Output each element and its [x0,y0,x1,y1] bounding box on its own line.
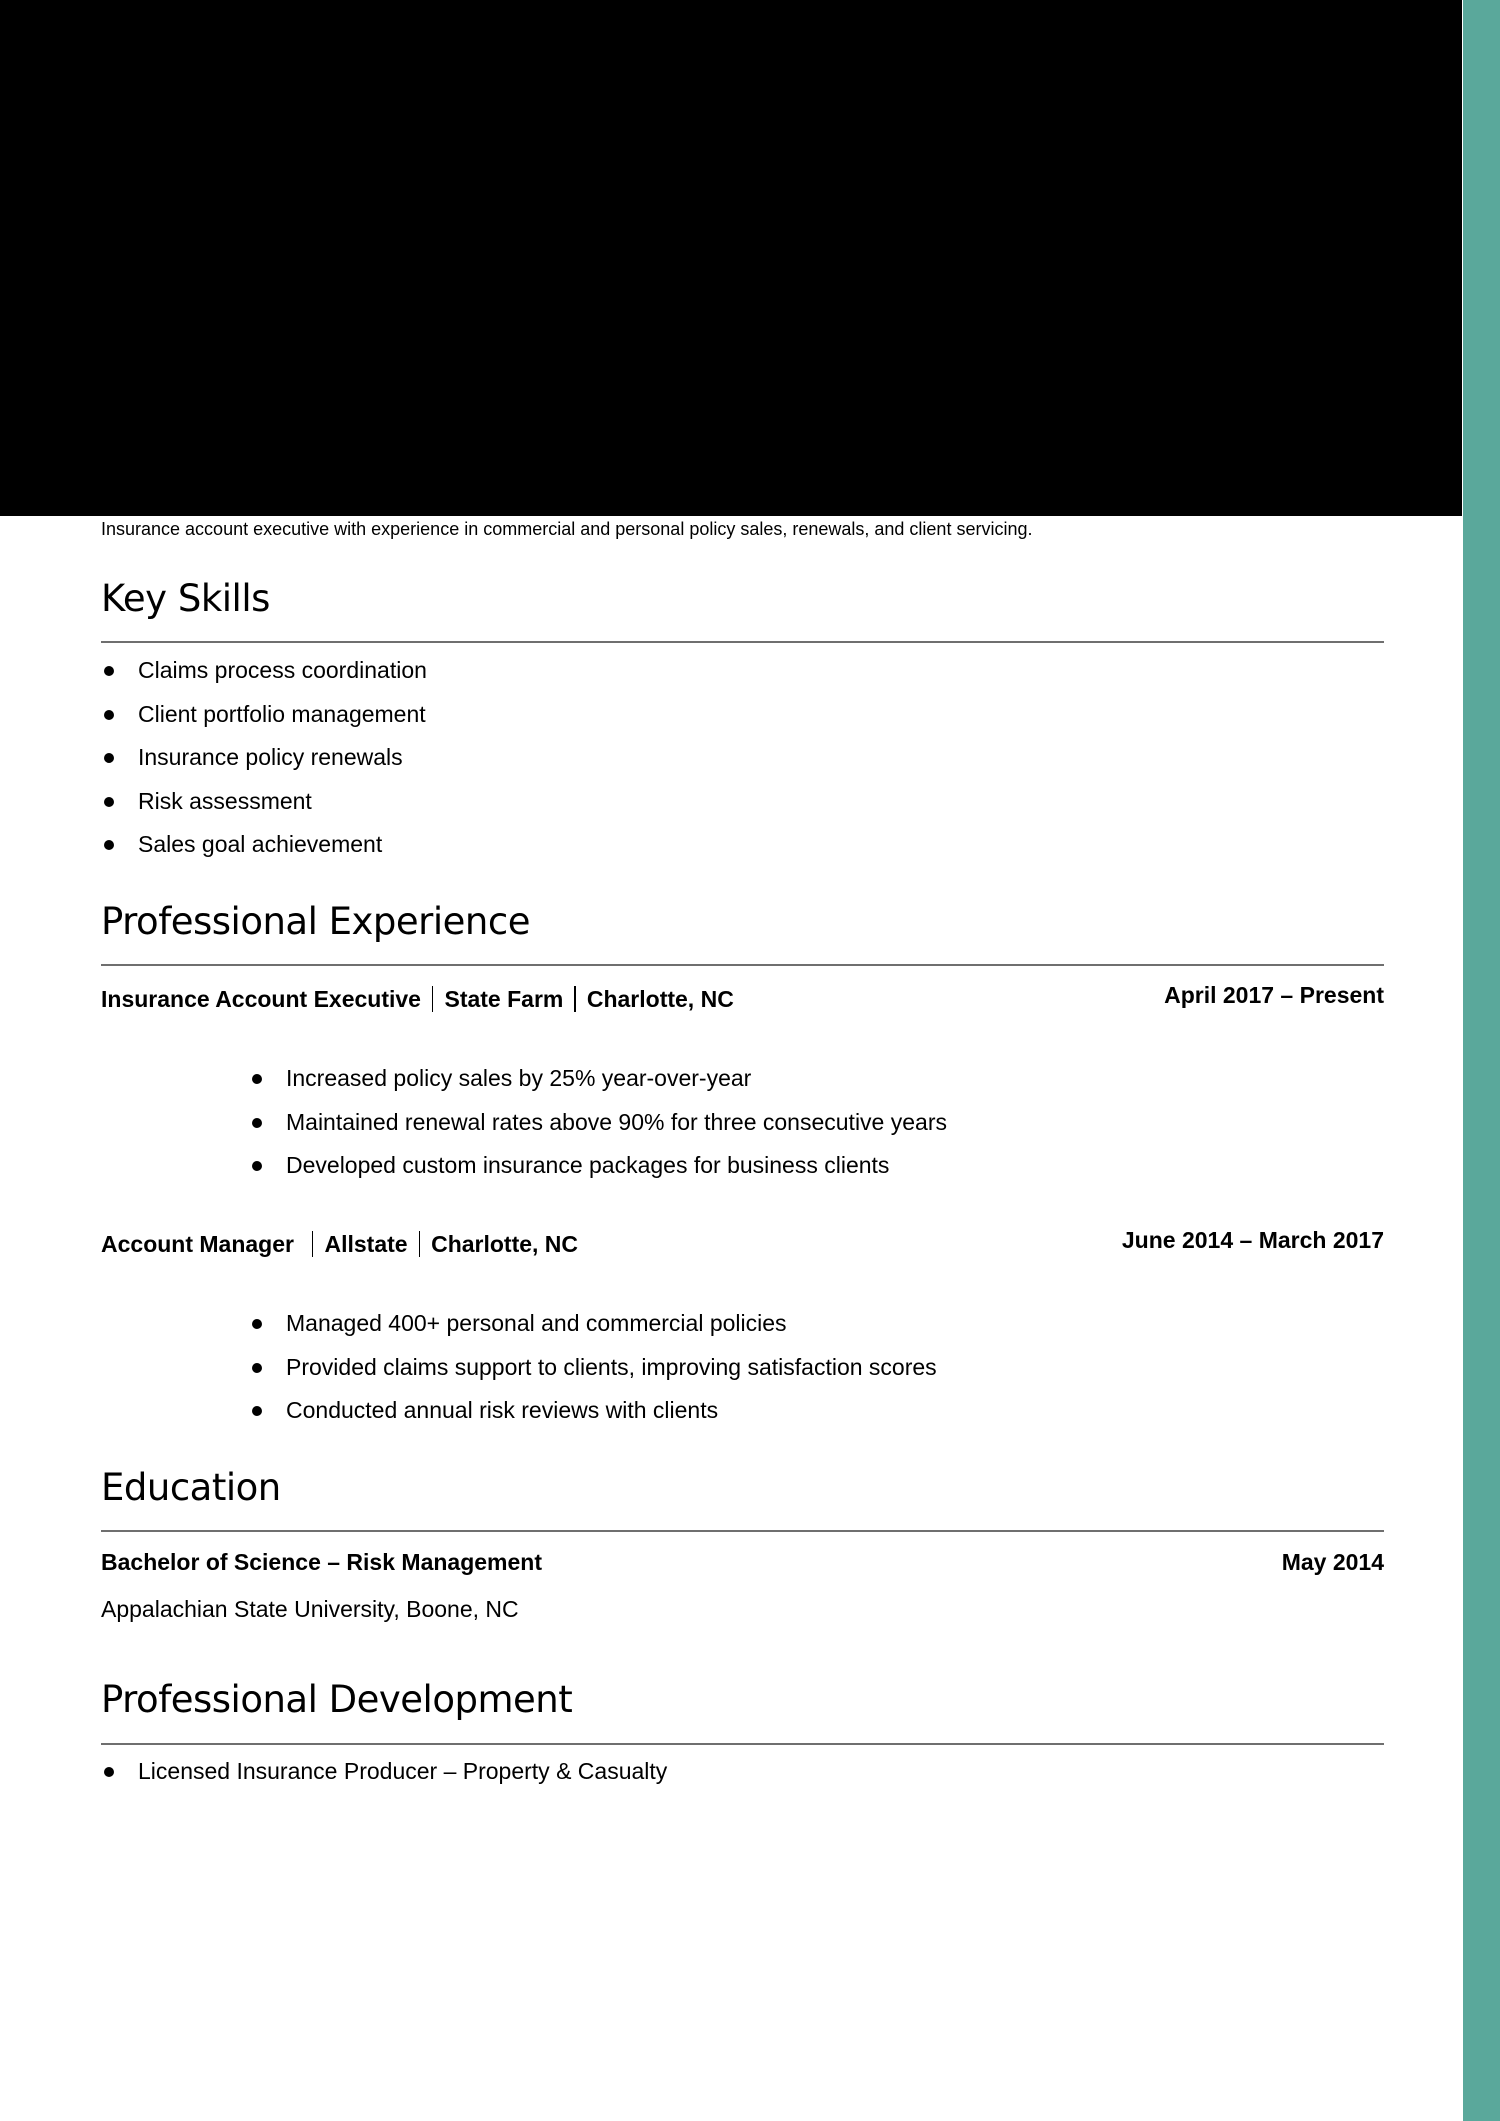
list-item: Managed 400+ personal and commercial policies [249,1312,937,1356]
bullet-icon [104,666,114,676]
section-title-education: Education [101,1466,281,1509]
professional-summary: Insurance account executive with experience in commercial and personal policy sales, renewals, and client servicing. [101,519,1033,539]
accent-sidebar-stripe [1463,0,1500,2121]
list-item: Sales goal achievement [101,833,427,877]
section-divider [101,1530,1384,1532]
bullet-icon [104,797,114,807]
separator [574,986,576,1012]
list-item: Conducted annual risk reviews with clients [249,1399,937,1443]
education-header [101,1549,1384,1576]
section-divider [101,964,1384,966]
bullet-icon [252,1161,262,1171]
job-header [101,982,1384,1013]
list-item: Developed custom insurance packages for business clients [249,1154,947,1198]
bullet-icon [252,1074,262,1084]
job-title: Account Manager [101,1231,294,1257]
section-title-experience: Professional Experience [101,900,530,943]
graduation-date: May 2014 [1281,1549,1384,1575]
bullet-icon [252,1319,262,1329]
list-item: Client portfolio management [101,703,427,747]
separator [312,1231,314,1257]
list-item: Increased policy sales by 25% year-over-year [249,1067,947,1111]
skills-list [101,659,427,877]
separator [432,986,434,1012]
list-item: Claims process coordination [101,659,427,703]
list-item: Provided claims support to clients, improving satisfaction scores [249,1356,937,1400]
job-bullets [249,1067,947,1198]
job-bullets [249,1312,937,1443]
job-dates: June 2014 – March 2017 [1121,1227,1384,1253]
degree: Bachelor of Science – Risk Management [101,1549,542,1575]
job-location: Charlotte, NC [431,1231,579,1257]
bullet-icon [252,1118,262,1128]
section-divider [101,1743,1384,1745]
job-company: State Farm [444,986,564,1012]
list-item: Maintained renewal rates above 90% for three consecutive years [249,1111,947,1155]
development-list [101,1760,667,1804]
job-company: Allstate [324,1231,408,1257]
section-title-development: Professional Development [101,1678,573,1721]
list-item: Risk assessment [101,790,427,834]
job-header [101,1227,1384,1258]
separator [419,1231,421,1257]
job-title: Insurance Account Executive [101,986,421,1012]
section-divider [101,641,1384,643]
section-title-skills: Key Skills [101,577,270,620]
bullet-icon [104,753,114,763]
list-item: Insurance policy renewals [101,746,427,790]
school: Appalachian State University, Boone, NC [101,1596,519,1622]
job-dates: April 2017 – Present [1164,982,1384,1008]
bullet-icon [252,1406,262,1416]
redacted-header-block [0,0,1462,516]
bullet-icon [252,1363,262,1373]
bullet-icon [104,1767,114,1777]
job-location: Charlotte, NC [586,986,734,1012]
bullet-icon [104,840,114,850]
list-item: Licensed Insurance Producer – Property & Casualty [101,1760,667,1804]
bullet-icon [104,710,114,720]
